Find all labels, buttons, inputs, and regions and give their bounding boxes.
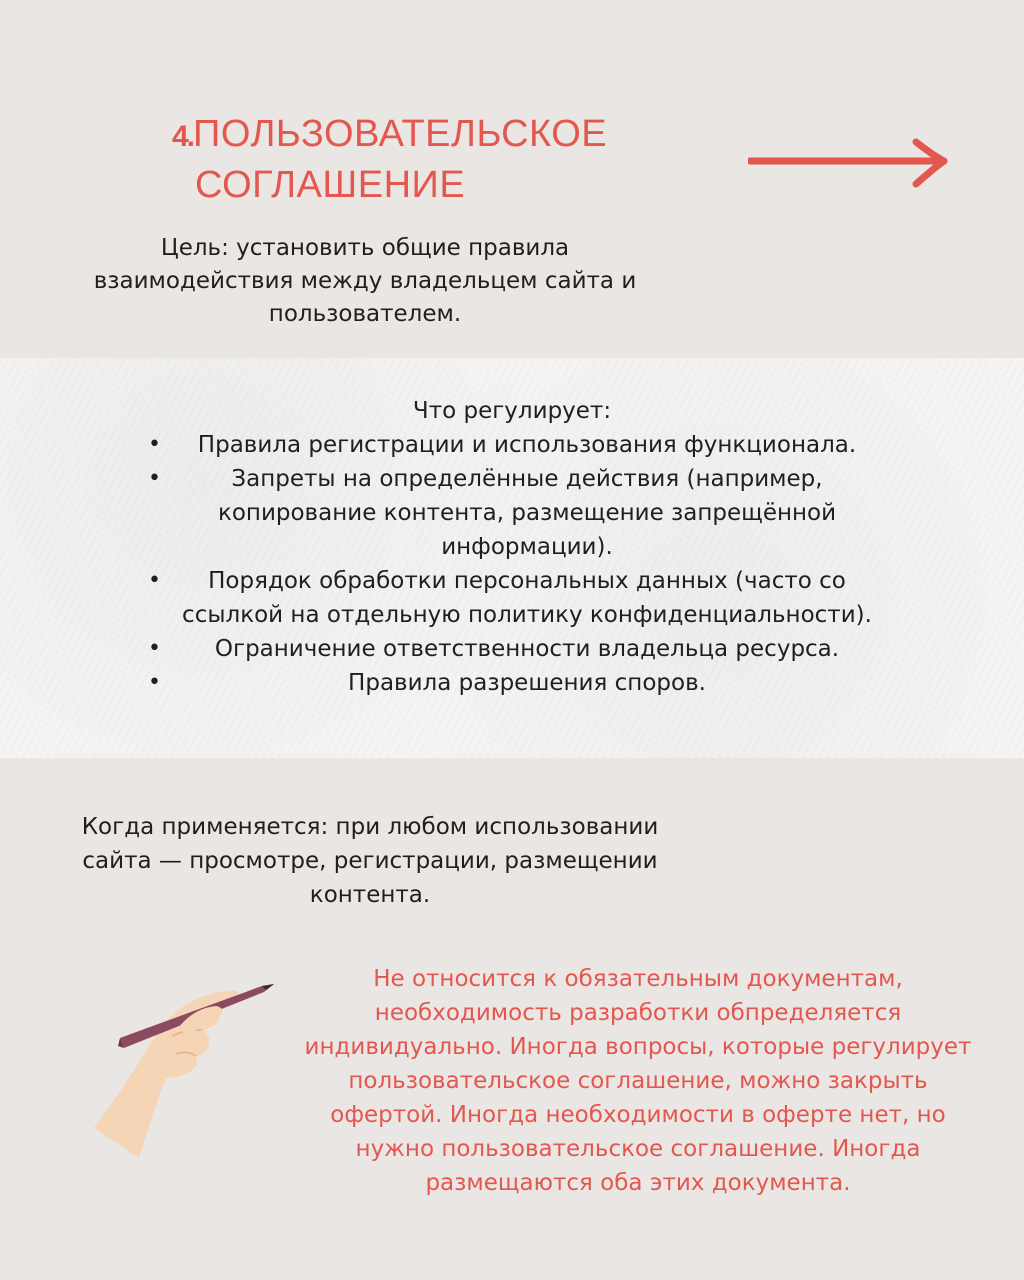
list-item: • Ограничение ответственности владельца ресурса. <box>140 632 890 666</box>
list-item: • Правила регистрации и использования функционала. <box>140 428 890 462</box>
list-item: • Правила разрешения споров. <box>140 666 890 700</box>
note-text: Не относится к обязательным документам, необходимость разработки обпределяется индивидуально. Иногда вопросы, которые регулирует пользовательское соглашение, можно закрыть офертой. Иногда необходимости в оферте нет, но нужно пользовательское соглашение. Иногда размещаются оба этих документа. <box>304 966 972 1196</box>
bullet-icon: • <box>148 636 161 661</box>
title-line-2: СОГЛАШЕНИЕ <box>195 164 466 206</box>
title-line-1: ПОЛЬЗОВАТЕЛЬСКОЕ <box>193 113 608 155</box>
bullet-icon: • <box>148 466 161 491</box>
list-item: • Порядок обработки персональных данных (часто со ссылкой на отдельную политику конфиденциальности). <box>140 564 890 632</box>
regulates-list <box>140 428 890 700</box>
hand-holding-pen-icon <box>84 968 284 1168</box>
goal-text: Цель: установить общие правила взаимодействия между владельцем сайта и пользователем. <box>93 235 637 327</box>
bullet-icon: • <box>148 568 161 593</box>
arrow-right-icon <box>748 138 948 188</box>
bullet-icon: • <box>148 432 161 457</box>
when-applies-text: Когда применяется: при любом использовании сайта — просмотре, регистрации, размещении контента. <box>81 814 659 908</box>
section-number: 4. <box>172 120 194 153</box>
list-item: • Запреты на определённые действия (например, копирование контента, размещение запрещённой информации). <box>140 462 890 564</box>
bullet-icon: • <box>148 670 161 695</box>
page-title <box>172 110 607 209</box>
regulates-heading: Что регулирует: <box>412 398 612 424</box>
